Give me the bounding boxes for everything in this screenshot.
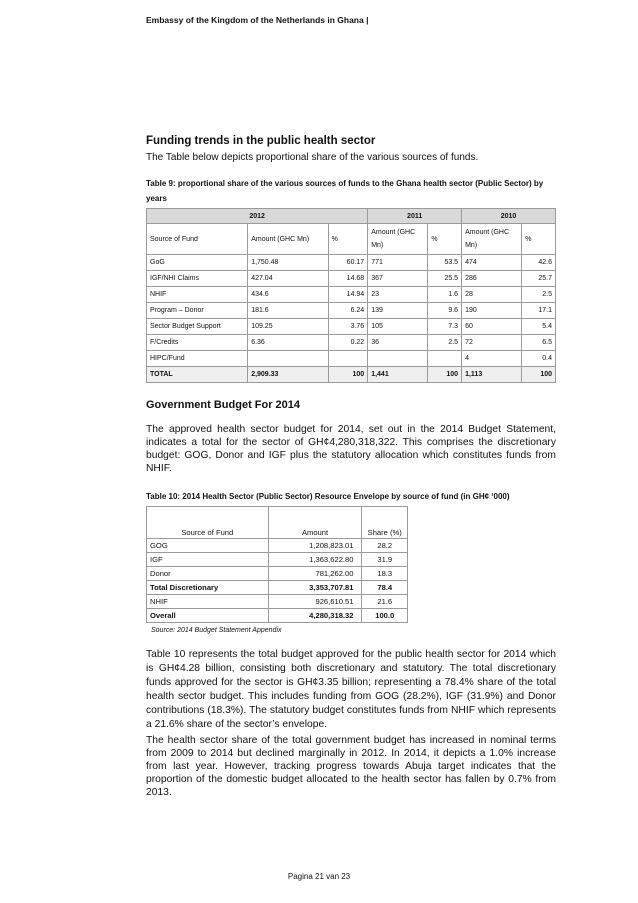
table-row xyxy=(147,351,556,367)
table-cell: 427.04 xyxy=(248,271,328,287)
table-cell xyxy=(428,351,462,367)
table-cell: IGF/NHI Claims xyxy=(147,271,248,287)
table9-year-2011: 2011 xyxy=(368,209,462,224)
table9-caption: Table 9: proportional share of the various sources of funds to the Ghana health sector (Public Sector) by years xyxy=(146,179,544,203)
paragraph-health-share-trend: The health sector share of the total government budget has increased in nominal terms from 2009 to 2014 but declined marginally in 2012. In 2014, it depicts a 1.0% increase from last year. However, tracking progress towards Abuja target indicates that the proportion of the domestic budget allocated to the health sector has fallen by 0.7% from 2013. xyxy=(146,735,556,798)
table-cell: 3,353,707.81 xyxy=(268,581,362,595)
table-cell: 6.24 xyxy=(328,303,368,319)
table-cell: NHIF xyxy=(147,287,248,303)
table-cell: GOG xyxy=(147,539,269,553)
table9-funding-sources xyxy=(146,208,556,383)
table-cell xyxy=(248,351,328,367)
table-row xyxy=(147,539,408,553)
table-row xyxy=(147,255,556,271)
table-cell: 1.6 xyxy=(428,287,462,303)
table-row xyxy=(147,335,556,351)
table-cell: 1,113 xyxy=(462,367,522,383)
table-row xyxy=(147,271,556,287)
table-cell: 31.9 xyxy=(362,553,408,567)
table-cell: 60.17 xyxy=(328,255,368,271)
page-header: Embassy of the Kingdom of the Netherlands in Ghana | xyxy=(146,15,369,25)
table10-header-source: Source of Fund xyxy=(147,507,269,539)
table-cell xyxy=(328,351,368,367)
table-cell: 139 xyxy=(368,303,428,319)
table-cell: 3.76 xyxy=(328,319,368,335)
table-cell: Total Discretionary xyxy=(147,581,269,595)
table-cell: 28 xyxy=(462,287,522,303)
section-title-funding-trends: Funding trends in the public health sector xyxy=(146,135,376,147)
table10-header-share: Share (%) xyxy=(362,507,408,539)
table-cell: 100 xyxy=(428,367,462,383)
table-cell: 105 xyxy=(368,319,428,335)
table10-caption: Table 10: 2014 Health Sector (Public Sector) Resource Envelope by source of fund (in GH¢ ‘000) xyxy=(146,492,510,501)
table-cell: GoG xyxy=(147,255,248,271)
page-content xyxy=(146,135,556,799)
table-cell: 926,610.51 xyxy=(268,595,362,609)
table-cell: 14.94 xyxy=(328,287,368,303)
table-cell: 17.1 xyxy=(522,303,556,319)
table-row xyxy=(147,553,408,567)
table9-header-amount-2010: Amount (GHC Mn) xyxy=(462,224,522,255)
table-cell: 4 xyxy=(462,351,522,367)
table-cell: 25.7 xyxy=(522,271,556,287)
table-cell: 2.5 xyxy=(522,287,556,303)
table-cell: 1,750.48 xyxy=(248,255,328,271)
table-cell: 7.3 xyxy=(428,319,462,335)
table-cell: 771 xyxy=(368,255,428,271)
table-cell: 100 xyxy=(328,367,368,383)
table-cell: 2.5 xyxy=(428,335,462,351)
table-cell: 60 xyxy=(462,319,522,335)
table-cell: 42.6 xyxy=(522,255,556,271)
table9-year-2012: 2012 xyxy=(147,209,368,224)
table9-header-source: Source of Fund xyxy=(147,224,248,255)
table-cell: HIPC/Fund xyxy=(147,351,248,367)
table9-header-pct-2012: % xyxy=(328,224,368,255)
table-cell: 72 xyxy=(462,335,522,351)
table-cell: 100.0 xyxy=(362,609,408,623)
table-cell: 18.3 xyxy=(362,567,408,581)
section-subtitle: The Table below depicts proportional share of the various sources of funds. xyxy=(146,152,479,163)
table9-header-amount-2011: Amount (GHC Mn) xyxy=(368,224,428,255)
table-row xyxy=(147,303,556,319)
table-cell: 1,363,622.80 xyxy=(268,553,362,567)
table-cell: 6.5 xyxy=(522,335,556,351)
table-cell: 2,909.33 xyxy=(248,367,328,383)
table-cell: 434.6 xyxy=(248,287,328,303)
table-cell: Donor xyxy=(147,567,269,581)
table-cell: Sector Budget Support xyxy=(147,319,248,335)
table-cell: 1,208,823.01 xyxy=(268,539,362,553)
table-cell: 36 xyxy=(368,335,428,351)
table-row-overall xyxy=(147,609,408,623)
table-cell: 100 xyxy=(522,367,556,383)
paragraph-budget-intro: The approved health sector budget for 2014, set out in the 2014 Budget Statement, indicates a total for the sector of GH¢4,280,318,322. This comprises the discretionary budget: GOG, Donor and IGF plus the statutory allocation which constitutes funds from NHIF. xyxy=(146,424,556,474)
table-cell: 286 xyxy=(462,271,522,287)
table-row-total-discretionary xyxy=(147,581,408,595)
table-cell: Program – Donor xyxy=(147,303,248,319)
table-cell: 781,262.00 xyxy=(268,567,362,581)
table-cell: 0.22 xyxy=(328,335,368,351)
table10-header-amount: Amount xyxy=(268,507,362,539)
table-cell: 14.68 xyxy=(328,271,368,287)
table9-header-pct-2011: % xyxy=(428,224,462,255)
table9-year-2010: 2010 xyxy=(462,209,556,224)
section-title-budget-2014: Government Budget For 2014 xyxy=(146,399,301,411)
page-footer: Pagina 21 van 23 xyxy=(287,872,351,881)
table-cell: 474 xyxy=(462,255,522,271)
table-cell: 21.6 xyxy=(362,595,408,609)
table-cell: Overall xyxy=(147,609,269,623)
table-cell: 9.6 xyxy=(428,303,462,319)
table-cell: IGF xyxy=(147,553,269,567)
table-cell: 109.25 xyxy=(248,319,328,335)
table-cell: 0.4 xyxy=(522,351,556,367)
table-row xyxy=(147,319,556,335)
table-cell: 23 xyxy=(368,287,428,303)
table-cell: 78.4 xyxy=(362,581,408,595)
table-cell: 25.5 xyxy=(428,271,462,287)
table10-source-note: Source: 2014 Budget Statement Appendix xyxy=(151,627,282,634)
table-row xyxy=(147,287,556,303)
table9-header-amount-2012: Amount (GHC Mn) xyxy=(248,224,328,255)
table-row xyxy=(147,567,408,581)
table-cell: 6.36 xyxy=(248,335,328,351)
table-cell: 28.2 xyxy=(362,539,408,553)
table-cell: 190 xyxy=(462,303,522,319)
table-cell: 367 xyxy=(368,271,428,287)
table-cell: 181.6 xyxy=(248,303,328,319)
paragraph-table10-analysis: Table 10 represents the total budget approved for the public health sector for 2014 which is GH¢4.28 billion, consisting both discretionary and statutory. The total discretionary funds approved for the sector is GH¢3.35 billion; representing a 78.4% share of the total health sector budget. This includes funding from GOG (28.2%), IGF (31.9%) and Donor contributions (18.3%). The statutory budget constitutes funds from NHIF which represents a 21.6% share of the sector’s envelope. xyxy=(146,649,556,730)
table-cell xyxy=(368,351,428,367)
table-row xyxy=(147,595,408,609)
table9-header-pct-2010: % xyxy=(522,224,556,255)
table-row-total xyxy=(147,367,556,383)
table-cell: TOTAL xyxy=(147,367,248,383)
table-cell: 4,280,318.32 xyxy=(268,609,362,623)
table-cell: 1,441 xyxy=(368,367,428,383)
table-cell: 53.5 xyxy=(428,255,462,271)
table-cell: 5.4 xyxy=(522,319,556,335)
table-cell: F/Credits xyxy=(147,335,248,351)
table-cell: NHIF xyxy=(147,595,269,609)
table10-resource-envelope xyxy=(146,506,408,623)
